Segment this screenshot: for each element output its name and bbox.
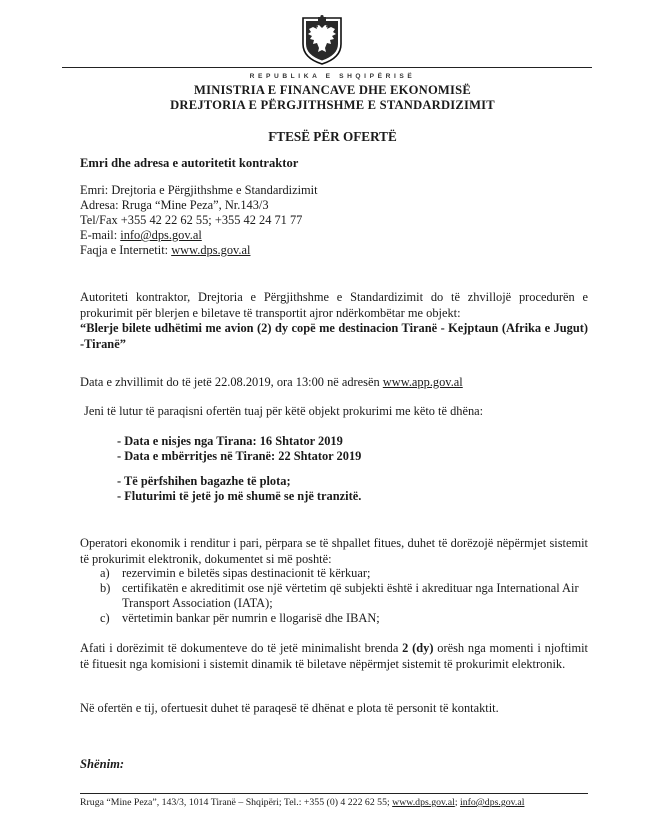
footer: [80, 797, 588, 808]
document-title: FTESË PËR OFERTË: [268, 129, 397, 144]
ministry-name: MINISTRIA E FINANCAVE DHE EKONOMISË: [194, 83, 471, 97]
document-list-item: [100, 581, 608, 611]
intro-paragraph: [80, 290, 588, 352]
list-text: rezervimin e biletës sipas destinacionit të kërkuar;: [122, 566, 371, 580]
operator-paragraph: Operatori ekonomik i renditur i pari, përpara se të shpallet fitues, duhet të dorëzojë nëpërmjet sistemit të prokurimit elektronik, dokumentet si më poshtë:: [80, 536, 588, 566]
contact-paragraph: Në ofertën e tij, ofertuesit duhet të paraqesë të dhënat e plota të personit të kontaktit.: [80, 701, 499, 715]
footer-web-link[interactable]: www.dps.gov.al: [392, 797, 455, 808]
deadline-after: orësh nga momenti i njoftimit të fituesit nga komisioni i sistemit dinamik të biletave nëpërmjet sistemit të prokurimit elektronik.: [80, 641, 588, 671]
republic-label: REPUBLIKA E SHQIPËRISË: [249, 73, 416, 80]
deadline-hours: 2 (dy): [402, 641, 434, 655]
albanian-eagle-emblem: [295, 14, 349, 66]
procurement-object: “Blerje bilete udhëtimi me avion (2) dy copë me destinacion Tiranë - Kejptaun (Afrika e Jugut) -Tiranë”: [80, 321, 588, 351]
deadline-before: Afati i dorëzimit të dokumenteve do të jetë minimalisht brenda: [80, 641, 403, 655]
footer-divider: [80, 793, 588, 794]
authority-name: Emri: Drejtoria e Përgjithshme e Standardizimit: [80, 183, 318, 197]
condition-item: - Fluturimi të jetë jo më shumë se një tranzitë.: [117, 489, 362, 503]
condition-item: - Të përfshihen bagazhe të plota;: [117, 474, 291, 488]
intro-text: Autoriteti kontraktor, Drejtoria e Përgjithshme e Standardizimit do të zhvillojë procedurën e prokurimit për blerjen e biletave të transportit ajror ndërkombëtar me objekt:: [80, 290, 588, 320]
footer-email-link[interactable]: info@dps.gov.al: [460, 797, 525, 808]
list-marker: b): [100, 581, 111, 595]
website-link[interactable]: www.dps.gov.al: [171, 243, 251, 257]
authority-email-line: [80, 228, 202, 243]
invite-text: Jeni të lutur të paraqisni ofertën tuaj për këtë objekt prokurimi me këto të dhëna:: [84, 404, 484, 418]
deadline-paragraph: [80, 641, 588, 672]
authority-web-line: [80, 243, 250, 258]
web-label: Faqja e Internetit:: [80, 243, 172, 257]
email-label: E-mail:: [80, 228, 121, 242]
note-label: Shënim:: [80, 757, 125, 771]
list-text: vërtetimin bankar për numrin e llogarisë dhe IBAN;: [122, 611, 380, 625]
authority-telfax: Tel/Fax +355 42 22 62 55; +355 42 24 71 77: [80, 213, 303, 227]
directorate-name: DREJTORIA E PËRGJITHSHME E STANDARDIZIMIT: [170, 98, 495, 112]
app-link[interactable]: www.app.gov.al: [382, 375, 463, 389]
condition-item: - Data e mbërritjes në Tiranë: 22 Shtator 2019: [117, 449, 362, 463]
authority-heading: Emri dhe adresa e autoritetit kontraktor: [80, 156, 299, 170]
authority-address: Adresa: Rruga “Mine Peza”, Nr.143/3: [80, 198, 269, 212]
document-list-item: [100, 611, 608, 626]
date-text: Data e zhvillimit do të jetë 22.08.2019, ora 13:00 në adresën: [80, 375, 383, 389]
date-line: [80, 375, 463, 390]
email-link[interactable]: info@dps.gov.al: [120, 228, 202, 242]
footer-address: Rruga “Mine Peza”, 143/3, 1014 Tiranë – Shqipëri; Tel.: +355 (0) 4 222 62 55;: [80, 797, 393, 808]
list-marker: a): [100, 566, 110, 580]
document-list-item: [100, 566, 608, 581]
list-marker: c): [100, 611, 110, 625]
header-divider: [62, 67, 592, 68]
footer-separator: ;: [454, 797, 460, 808]
list-text: certifikatën e akreditimit ose një vërtetim që subjekti është i akredituar nga International Air Transport Association (IATA);: [122, 581, 579, 610]
condition-item: - Data e nisjes nga Tirana: 16 Shtator 2019: [117, 434, 343, 448]
